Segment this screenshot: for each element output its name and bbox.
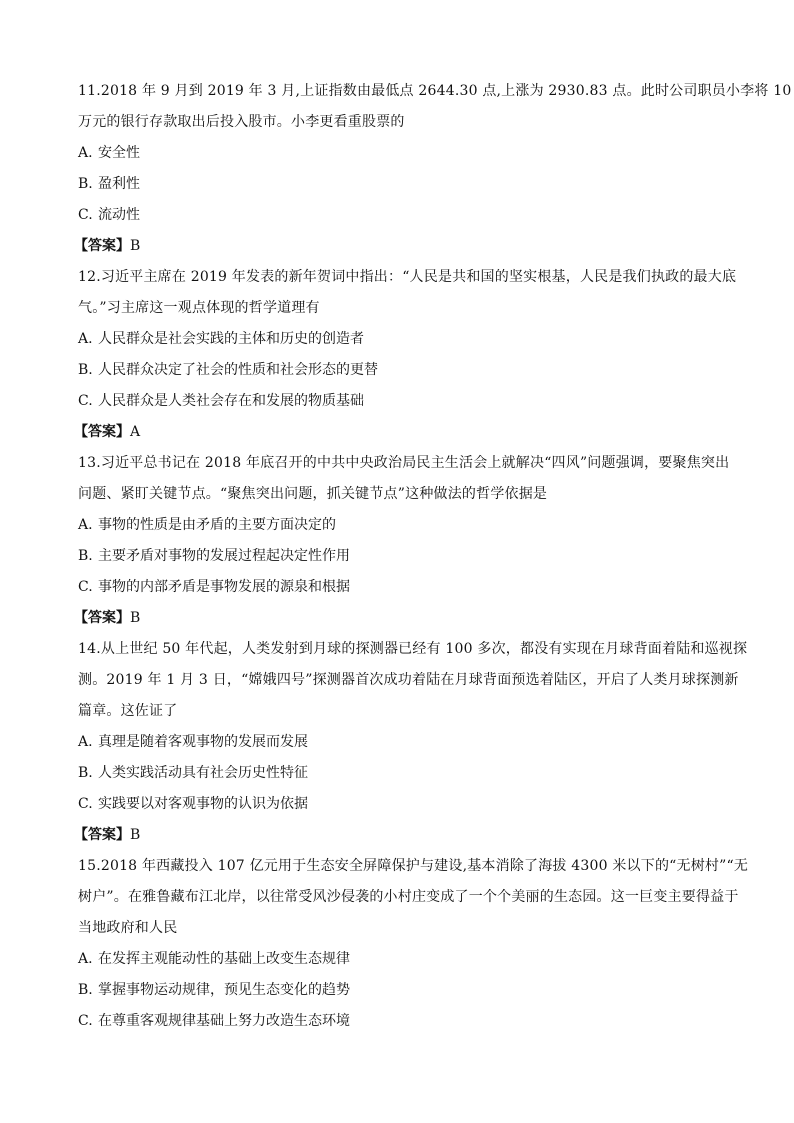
question-text-line: 13.习近平总书记在 2018 年底召开的中共中央政治局民主生活会上就解决“四风”问题强调，要聚焦突出 xyxy=(78,455,730,471)
option-a xyxy=(78,510,728,541)
question-text-line: 11.2018 年 9 月到 2019 年 3 月,上证指数由最低点 2644.30 点,上涨为 2930.83 点。此时公司职员小李将 10 xyxy=(78,83,792,99)
option-text: 事物的性质是由矛盾的主要方面决定的 xyxy=(98,517,336,533)
option-text: 在尊重客观规律基础上努力改造生态环境 xyxy=(98,1013,350,1029)
option-label: C. xyxy=(78,393,93,409)
option-b xyxy=(78,975,728,1006)
option-text: 人民群众决定了社会的性质和社会形态的更替 xyxy=(98,362,378,378)
option-label: A. xyxy=(78,331,93,347)
option-label: B. xyxy=(78,982,93,998)
option-text: 安全性 xyxy=(98,145,140,161)
option-label: B. xyxy=(78,548,93,564)
option-b xyxy=(78,169,728,200)
option-c xyxy=(78,386,728,417)
question-15 xyxy=(78,851,749,1037)
question-14 xyxy=(74,634,748,851)
answer xyxy=(74,820,728,851)
option-c xyxy=(78,1006,728,1037)
answer-label: 【答案】 xyxy=(74,238,130,254)
option-a xyxy=(78,727,728,758)
answer xyxy=(74,603,728,634)
option-label: C. xyxy=(78,207,93,223)
answer-label: 【答案】 xyxy=(74,424,130,440)
answer-value: B xyxy=(130,827,141,843)
question-text-line: 15.2018 年西藏投入 107 亿元用于生态安全屏障保护与建设,基本消除了海拔 4300 米以下的“无树村”“无 xyxy=(78,858,749,874)
option-a xyxy=(78,324,728,355)
option-text: 实践要以对客观事物的认识为依据 xyxy=(98,796,308,812)
option-b xyxy=(78,355,728,386)
option-text: 人民群众是人类社会存在和发展的物质基础 xyxy=(98,393,364,409)
option-label: A. xyxy=(78,517,93,533)
option-b xyxy=(78,758,728,789)
option-text: 掌握事物运动规律，预见生态变化的趋势 xyxy=(98,982,350,998)
option-label: B. xyxy=(78,362,93,378)
option-text: 流动性 xyxy=(98,207,140,223)
question-text-line: 12.习近平主席在 2019 年发表的新年贺词中指出：“人民是共和国的坚实根基，人民是我们执政的最大底 xyxy=(78,269,737,285)
option-text: 人民群众是社会实践的主体和历史的创造者 xyxy=(98,331,364,347)
option-label: C. xyxy=(78,796,93,812)
answer-value: B xyxy=(130,238,141,254)
question-text-line: 篇章。这佐证了 xyxy=(78,703,178,719)
option-label: A. xyxy=(78,145,93,161)
answer-label: 【答案】 xyxy=(74,610,130,626)
option-label: A. xyxy=(78,734,93,750)
question-text-line: 树户”。在雅鲁藏布江北岸，以往常受风沙侵袭的小村庄变成了一个个美丽的生态园。这一巨变主要得益于 xyxy=(78,889,739,905)
answer-value: A xyxy=(130,424,141,440)
option-c xyxy=(78,200,728,231)
question-text-line: 测。2019 年 1 月 3 日，“嫦娥四号”探测器首次成功着陆在月球背面预选着陆区，开启了人类月球探测新 xyxy=(78,672,739,688)
question-text-line: 万元的银行存款取出后投入股市。小李更看重股票的 xyxy=(78,114,405,130)
answer-value: B xyxy=(130,610,141,626)
question-text-line: 问题、紧盯关键节点。“聚焦突出问题，抓关键节点”这种做法的哲学依据是 xyxy=(78,486,548,502)
option-text: 人类实践活动具有社会历史性特征 xyxy=(98,765,308,781)
option-a xyxy=(78,138,728,169)
option-b xyxy=(78,541,728,572)
option-text: 盈利性 xyxy=(98,176,140,192)
question-text-line: 当地政府和人民 xyxy=(78,920,178,936)
question-13 xyxy=(74,448,730,634)
option-text: 主要矛盾对事物的发展过程起决定性作用 xyxy=(98,548,350,564)
option-text: 在发挥主观能动性的基础上改变生态规律 xyxy=(98,951,350,967)
option-label: B. xyxy=(78,176,93,192)
answer xyxy=(74,417,728,448)
option-a xyxy=(78,944,728,975)
question-12 xyxy=(74,262,737,448)
answer-label: 【答案】 xyxy=(74,827,130,843)
option-label: A. xyxy=(78,951,93,967)
option-c xyxy=(78,572,728,603)
question-text-line: 气。”习主席这一观点体现的哲学道理有 xyxy=(78,300,320,316)
option-c xyxy=(78,789,728,820)
option-label: B. xyxy=(78,765,93,781)
option-label: C. xyxy=(78,1013,93,1029)
question-text-line: 14.从上世纪 50 年代起，人类发射到月球的探测器已经有 100 多次，都没有实现在月球背面着陆和巡视探 xyxy=(78,641,748,657)
answer xyxy=(74,231,728,262)
question-11 xyxy=(74,76,792,262)
option-text: 事物的内部矛盾是事物发展的源泉和根据 xyxy=(98,579,350,595)
option-label: C. xyxy=(78,579,93,595)
option-text: 真理是随着客观事物的发展而发展 xyxy=(98,734,308,750)
